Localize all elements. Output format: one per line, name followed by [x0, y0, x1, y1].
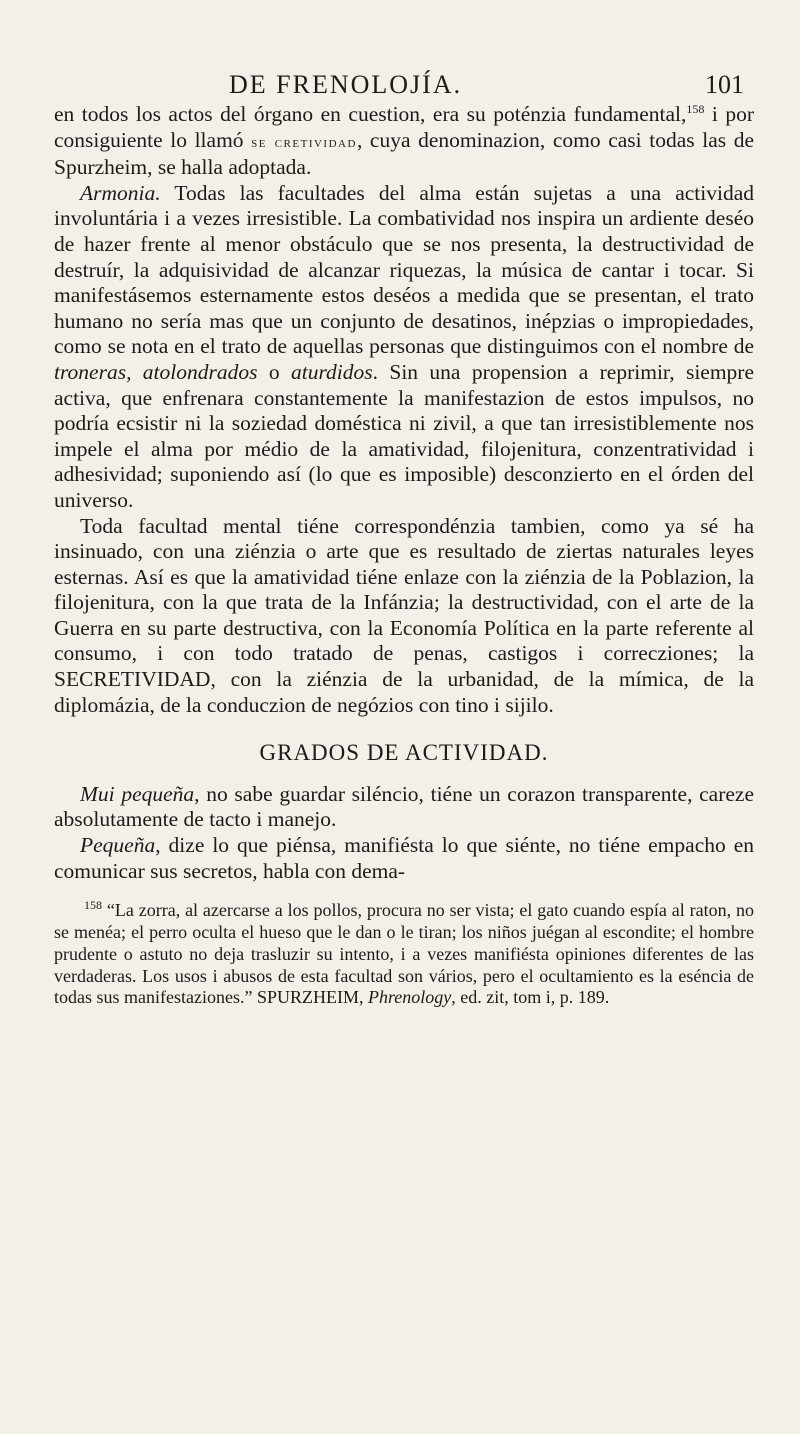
small-caps-term: se cretividad	[251, 133, 357, 151]
paragraph-correspondence: Toda facultad mental tiéne correspondénzia tambien, como ya sé ha insinuado, con una ziénzia o arte que es resultado de ziertas naturales leyes esternas. Así es que la amatividad tiéne enlaze con la ziénzia de la Poblazion, la filojenitura, con la que trata de la Infánzia; la destructividad, con el arte de la Guerra en su parte destructiva, con la Economía Política en la parte referente al consumo, i con todo tratado de penas, castigos i correcziones; la SECRETIVIDAD, con la ziénzia de la urbanidad, de la mímica, de la diplomázia, de la conduczion de negózios con tino i sijilo.	[54, 513, 754, 717]
source-title: Phrenology	[367, 987, 452, 1008]
running-header	[54, 70, 754, 102]
degree-item: Pequeña, dize lo que piénsa, manifiésta lo que siénte, no tiéne empacho en comunicar sus secretos, habla con dema-	[54, 833, 754, 883]
paragraph-term: Armonia.	[80, 180, 161, 205]
running-title: DE FRENOLOJÍA.	[229, 70, 463, 99]
degree-item: Mui pequeña, no sabe guardar siléncio, tiéne un corazon transparente, careze absolutamente de tacto i manejo.	[54, 781, 755, 832]
degree-term: Pequeña	[80, 833, 156, 858]
footnote: $^{158}$ “La zorra, al azercarse a los pollos, procura no ser vista; el gato cuando espía al raton, no se menéa; el perro oculta el hueso que le dan o le tiran; los niños juégan al escondite; el hombre prudente o astuto no deja trasluzir su intento, i a vezes manifiésta opiniones diferentes de las verdaderas. Los usos i abusos de esta facultad son vários, pero el ocultamiento es la eséncia de todas sus manifestaziones.” SPURZHEIM, Phrenology, ed. zit, tom i, p. 189.	[54, 898, 754, 1008]
body-text	[54, 102, 754, 884]
book-page	[54, 70, 754, 1009]
footnote-reference: 158	[686, 101, 705, 116]
paragraph-continuation: en todos los actos del órgano en cuestion, era su poténzia fundamental,$^{158}$ i por consiguiente lo llamó se cretividad, cuya denominazion, como casi todas las de Spurzheim, se halla adoptada.	[54, 101, 754, 180]
paragraph-armonia: Armonia. Todas las facultades del alma están sujetas a una actividad involuntária i a vezes irresistible. La combatividad nos inspira un ardiente deséo de hazer frente al menor obstáculo que se nos presenta, la destructividad de destruír, la adquisividad de alcanzar riquezas, la música de cantar i tocar. Si manifestásemos esternamente estos deséos a medida que se presentan, el trato humano no sería mas que un conjunto de desatinos, inépzias o impropiedades, como se nota en el trato de aquellas personas que distinguimos con el nombre de troneras, atolondrados o aturdidos. Sin una propension a reprimir, siempre activa, que enfrenara constantemente la manifestazion de estos impulsos, no podría ecsistir ni la soziedad doméstica ni zivil, a que tan irresistiblemente nos impele el alma por médio de la amatividad, filojenitura, conzentratividad i adhesividad; suponiendo así (lo que es imposible) desconzierto en el órden del universo.	[54, 180, 755, 512]
page-number: 101	[705, 70, 744, 99]
degree-term: Mui pequeña	[80, 781, 195, 806]
section-heading: GRADOS DE ACTIVIDAD.	[259, 740, 549, 766]
footnote-number: 158	[84, 898, 102, 913]
